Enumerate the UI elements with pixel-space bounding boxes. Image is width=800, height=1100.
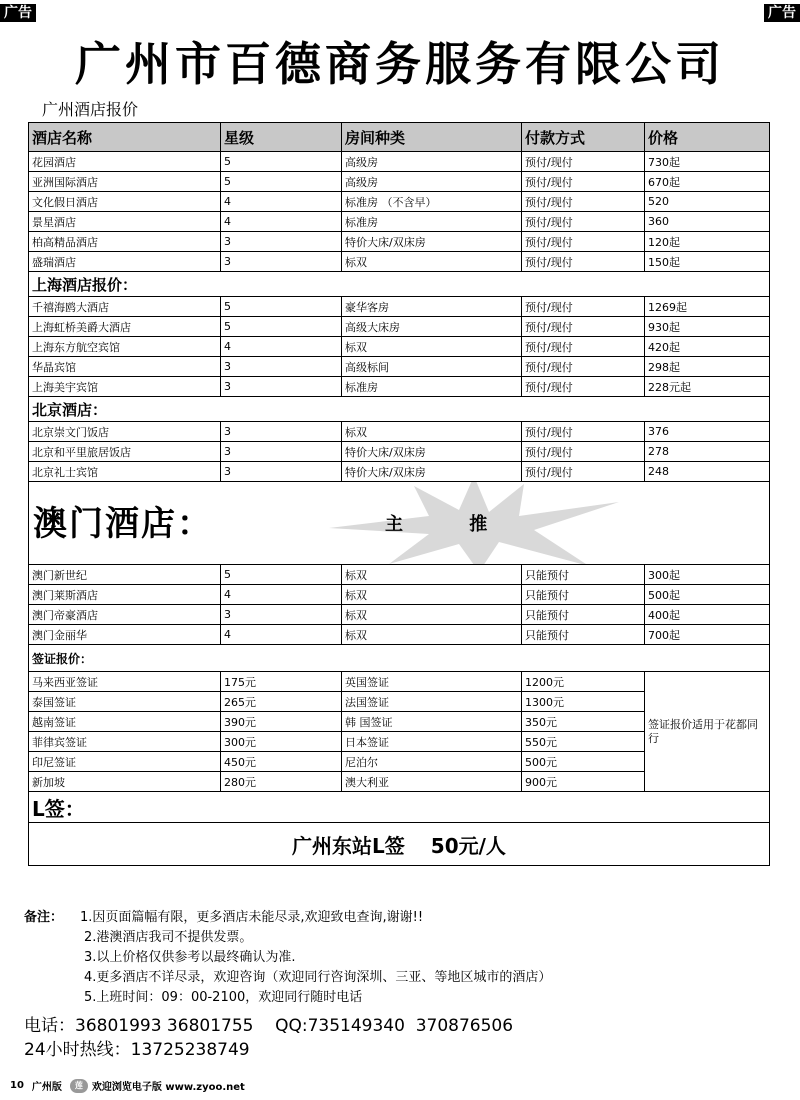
table-cell: 300元 xyxy=(221,732,342,752)
table-cell: 特价大床/双床房 xyxy=(342,442,522,462)
table-cell: 澳门金丽华 xyxy=(29,625,221,645)
table-cell: 特价大床/双床房 xyxy=(342,232,522,252)
guangzhou-hotel-row xyxy=(29,152,770,172)
page-number: 10 xyxy=(10,1080,24,1091)
table-cell: 预付/现付 xyxy=(522,377,645,397)
table-cell: 文化假日酒店 xyxy=(29,192,221,212)
table-cell: 520 xyxy=(645,192,770,212)
table-cell: 3 xyxy=(221,377,342,397)
table-cell: 柏高精品酒店 xyxy=(29,232,221,252)
table-cell: 法国签证 xyxy=(342,692,522,712)
table-cell: 预付/现付 xyxy=(522,152,645,172)
table-cell: 500元 xyxy=(522,752,645,772)
table-cell: 1269起 xyxy=(645,297,770,317)
table-cell: 5 xyxy=(221,152,342,172)
shanghai-section-row xyxy=(29,272,770,297)
table-cell: 印尼签证 xyxy=(29,752,221,772)
beijing-hotel-row xyxy=(29,462,770,482)
price-table xyxy=(28,122,770,866)
page-footer xyxy=(10,1078,245,1093)
beijing-hotel-row xyxy=(29,422,770,442)
table-cell: 360 xyxy=(645,212,770,232)
table-cell: 265元 xyxy=(221,692,342,712)
table-cell: 预付/现付 xyxy=(522,357,645,377)
table-cell: 标双 xyxy=(342,605,522,625)
table-cell: 3 xyxy=(221,442,342,462)
table-cell: 248 xyxy=(645,462,770,482)
table-cell: 730起 xyxy=(645,152,770,172)
table-cell: 英国签证 xyxy=(342,672,522,692)
note-line: 3.以上价格仅供参考以最终确认为准. xyxy=(84,950,296,965)
table-cell: 只能预付 xyxy=(522,625,645,645)
hotline: 24小时热线：13725238749 xyxy=(24,1040,250,1060)
table-cell: 澳门新世纪 xyxy=(29,565,221,585)
contact-block xyxy=(24,1014,513,1062)
notes-label: 备注： xyxy=(24,910,64,925)
table-cell: 澳门莱斯酒店 xyxy=(29,585,221,605)
table-cell: 预付/现付 xyxy=(522,337,645,357)
guangzhou-hotel-row xyxy=(29,192,770,212)
guangzhou-hotel-row xyxy=(29,172,770,192)
table-cell: 高级标间 xyxy=(342,357,522,377)
company-name: 广州市百德商务服务有限公司 xyxy=(75,37,725,91)
macau-hotel-row xyxy=(29,565,770,585)
table-cell: 3 xyxy=(221,422,342,442)
table-cell: 376 xyxy=(645,422,770,442)
visa-section-row xyxy=(29,645,770,672)
table-cell: 298起 xyxy=(645,357,770,377)
guangzhou-hotel-row xyxy=(29,252,770,272)
table-cell: 盛瑞酒店 xyxy=(29,252,221,272)
table-cell: 北京和平里旅居饭店 xyxy=(29,442,221,462)
guangzhou-hotel-row xyxy=(29,212,770,232)
table-cell: 4 xyxy=(221,212,342,232)
macau-heading: 澳门酒店： xyxy=(33,504,213,544)
shanghai-heading: 上海酒店报价： xyxy=(29,272,770,297)
table-cell: 120起 xyxy=(645,232,770,252)
visa-note: 签证报价适用于花都同行 xyxy=(645,672,770,792)
table-cell: 700起 xyxy=(645,625,770,645)
table-cell: 菲律宾签证 xyxy=(29,732,221,752)
note-line: 4.更多酒店不详尽录，欢迎咨询（欢迎同行咨询深圳、三亚、等地区城市的酒店） xyxy=(84,970,552,985)
table-cell: 预付/现付 xyxy=(522,192,645,212)
guangzhou-heading: 广州酒店报价 xyxy=(42,100,139,119)
table-cell: 3 xyxy=(221,357,342,377)
guangzhou-hotel-row xyxy=(29,232,770,252)
macau-hotel-row xyxy=(29,585,770,605)
table-cell: 景星酒店 xyxy=(29,212,221,232)
table-cell: 预付/现付 xyxy=(522,462,645,482)
table-cell: 只能预付 xyxy=(522,585,645,605)
table-cell: 5 xyxy=(221,297,342,317)
table-cell: 特价大床/双床房 xyxy=(342,462,522,482)
table-cell: 尼泊尔 xyxy=(342,752,522,772)
macau-banner xyxy=(29,482,770,565)
table-cell: 亚洲国际酒店 xyxy=(29,172,221,192)
table-cell: 上海东方航空宾馆 xyxy=(29,337,221,357)
beijing-hotel-row xyxy=(29,442,770,462)
shanghai-hotel-row xyxy=(29,337,770,357)
column-header: 星级 xyxy=(221,123,342,152)
table-cell: 韩 国签证 xyxy=(342,712,522,732)
table-cell: 4 xyxy=(221,585,342,605)
l-visa-offer xyxy=(29,823,770,866)
note-line: 5.上班时间：09：00-2100，欢迎同行随时电话 xyxy=(84,990,363,1005)
column-header: 价格 xyxy=(645,123,770,152)
table-cell: 预付/现付 xyxy=(522,317,645,337)
table-cell: 标双 xyxy=(342,422,522,442)
price-table-body xyxy=(29,123,770,866)
table-cell: 1200元 xyxy=(522,672,645,692)
table-cell: 高级大床房 xyxy=(342,317,522,337)
featured-badge-text: 主 推 xyxy=(385,514,518,535)
table-cell: 150起 xyxy=(645,252,770,272)
table-cell: 澳门帝豪酒店 xyxy=(29,605,221,625)
table-cell: 预付/现付 xyxy=(522,422,645,442)
lotus-logo-icon: 莲 xyxy=(70,1079,88,1093)
note-text: 1.因页面篇幅有限，更多酒店未能尽录,欢迎致电查询,谢谢!! xyxy=(80,910,424,925)
table-cell: 北京礼士宾馆 xyxy=(29,462,221,482)
table-cell: 1300元 xyxy=(522,692,645,712)
table-cell: 标双 xyxy=(342,565,522,585)
table-cell: 4 xyxy=(221,625,342,645)
table-cell: 670起 xyxy=(645,172,770,192)
shanghai-hotel-row xyxy=(29,317,770,337)
phone-qq-line: 电话：36801993 36801755 QQ:735149340 370876506 xyxy=(24,1016,514,1036)
beijing-section-row xyxy=(29,397,770,422)
table-cell: 4 xyxy=(221,192,342,212)
macau-hotel-row xyxy=(29,605,770,625)
column-header: 房间种类 xyxy=(342,123,522,152)
table-cell: 550元 xyxy=(522,732,645,752)
visa-row xyxy=(29,672,770,692)
l-visa-price: 50元/人 xyxy=(430,833,506,858)
ad-label-left: 广告 xyxy=(0,4,36,22)
table-cell: 300起 xyxy=(645,565,770,585)
table-cell: 花园酒店 xyxy=(29,152,221,172)
visa-heading: 签证报价： xyxy=(29,645,770,672)
table-cell: 标准房 xyxy=(342,212,522,232)
table-cell: 350元 xyxy=(522,712,645,732)
table-cell: 新加坡 xyxy=(29,772,221,792)
l-visa-heading: L签： xyxy=(29,792,770,823)
table-cell: 预付/现付 xyxy=(522,172,645,192)
beijing-heading: 北京酒店： xyxy=(29,397,770,422)
l-visa-section-row xyxy=(29,792,770,823)
table-cell: 280元 xyxy=(221,772,342,792)
table-cell: 500起 xyxy=(645,585,770,605)
table-cell: 预付/现付 xyxy=(522,297,645,317)
table-cell: 预付/现付 xyxy=(522,212,645,232)
welcome-text: 欢迎浏览电子版 www.zyoo.net xyxy=(91,1082,245,1093)
table-cell: 930起 xyxy=(645,317,770,337)
l-visa-station: 广州东站L签 xyxy=(292,833,405,858)
macau-hotel-row xyxy=(29,625,770,645)
table-cell: 标准房 xyxy=(342,377,522,397)
table-cell: 上海虹桥美爵大酒店 xyxy=(29,317,221,337)
table-cell: 390元 xyxy=(221,712,342,732)
table-cell: 日本签证 xyxy=(342,732,522,752)
table-cell: 只能预付 xyxy=(522,605,645,625)
table-cell: 预付/现付 xyxy=(522,252,645,272)
column-header: 酒店名称 xyxy=(29,123,221,152)
table-cell: 北京崇文门饭店 xyxy=(29,422,221,442)
l-visa-row xyxy=(29,823,770,866)
table-cell: 标准房 （不含早） xyxy=(342,192,522,212)
table-cell: 5 xyxy=(221,565,342,585)
note-line xyxy=(24,908,551,928)
table-cell: 豪华客房 xyxy=(342,297,522,317)
table-cell: 4 xyxy=(221,337,342,357)
table-cell: 澳大利亚 xyxy=(342,772,522,792)
table-cell: 标双 xyxy=(342,252,522,272)
table-cell: 标双 xyxy=(342,337,522,357)
table-cell: 3 xyxy=(221,232,342,252)
table-cell: 450元 xyxy=(221,752,342,772)
table-cell: 马来西亚签证 xyxy=(29,672,221,692)
table-cell: 420起 xyxy=(645,337,770,357)
table-cell: 上海美宇宾馆 xyxy=(29,377,221,397)
table-cell: 400起 xyxy=(645,605,770,625)
table-cell: 只能预付 xyxy=(522,565,645,585)
table-cell: 华晶宾馆 xyxy=(29,357,221,377)
table-cell: 278 xyxy=(645,442,770,462)
table-cell: 3 xyxy=(221,252,342,272)
shanghai-hotel-row xyxy=(29,297,770,317)
table-cell: 高级房 xyxy=(342,152,522,172)
table-cell: 5 xyxy=(221,317,342,337)
table-cell: 标双 xyxy=(342,585,522,605)
table-cell: 预付/现付 xyxy=(522,442,645,462)
table-cell: 泰国签证 xyxy=(29,692,221,712)
shanghai-hotel-row xyxy=(29,357,770,377)
table-cell: 预付/现付 xyxy=(522,232,645,252)
table-cell: 越南签证 xyxy=(29,712,221,732)
table-cell: 900元 xyxy=(522,772,645,792)
table-header-row xyxy=(29,123,770,152)
shanghai-hotel-row xyxy=(29,377,770,397)
table-cell: 228元起 xyxy=(645,377,770,397)
edition-label: 广州版 xyxy=(31,1082,62,1093)
ad-label-right: 广告 xyxy=(764,4,800,22)
column-header: 付款方式 xyxy=(522,123,645,152)
table-cell: 175元 xyxy=(221,672,342,692)
table-cell: 高级房 xyxy=(342,172,522,192)
notes-block xyxy=(24,908,551,1008)
table-cell: 5 xyxy=(221,172,342,192)
table-cell: 3 xyxy=(221,462,342,482)
note-line: 2.港澳酒店我司不提供发票。 xyxy=(84,930,253,945)
macau-section-row xyxy=(29,482,770,565)
table-cell: 标双 xyxy=(342,625,522,645)
table-cell: 3 xyxy=(221,605,342,625)
table-cell: 千禧海鸥大酒店 xyxy=(29,297,221,317)
